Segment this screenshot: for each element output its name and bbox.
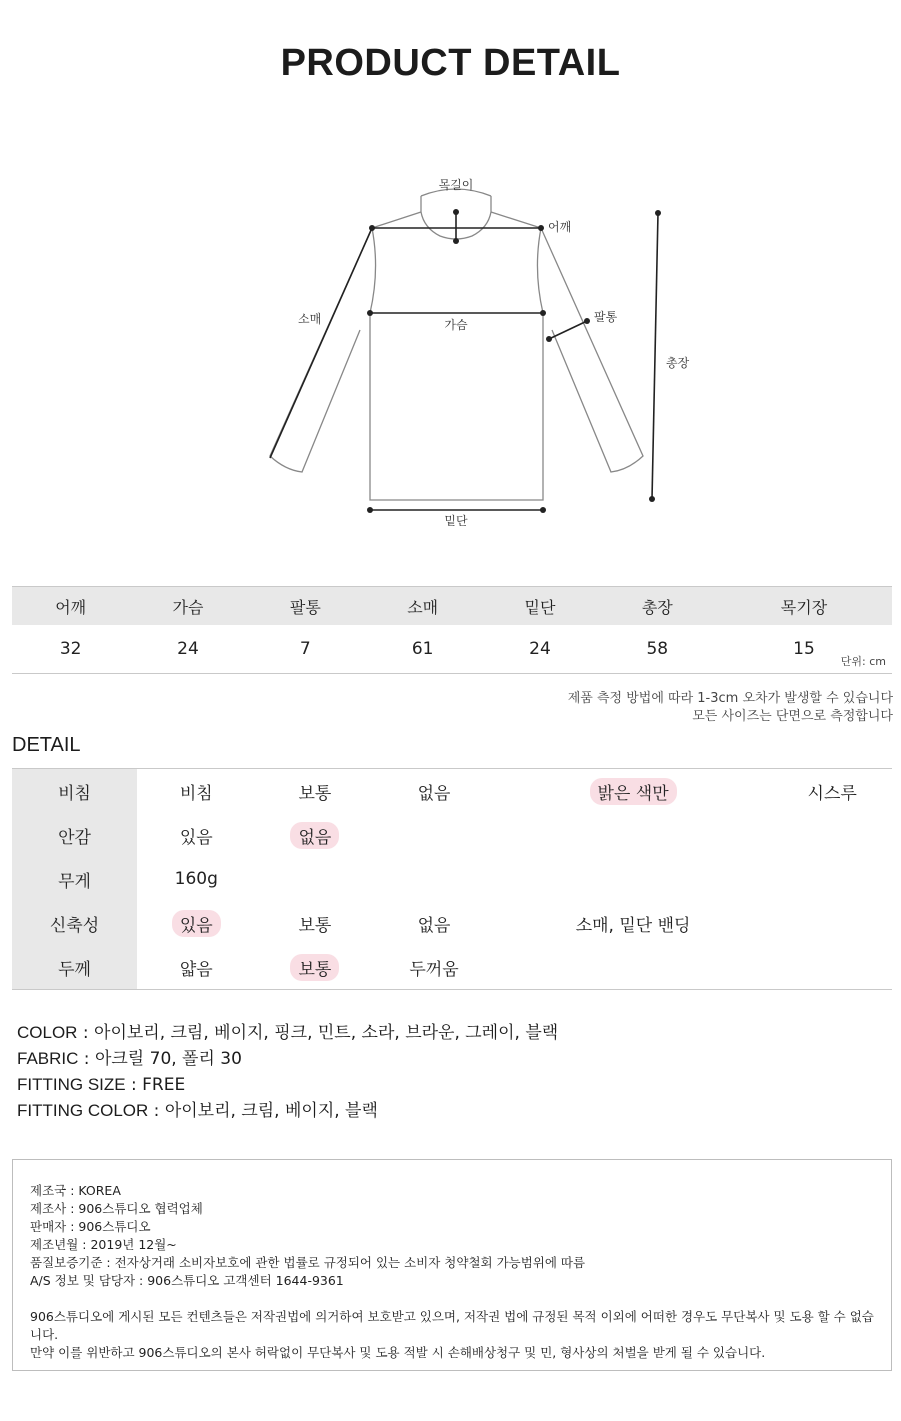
detail-heading: DETAIL [12, 734, 81, 756]
info-color: COLOR : 아이보리, 크림, 베이지, 핑크, 민트, 소라, 브라운, 그레이, 블랙 [17, 1023, 559, 1043]
detail-option: 얇음 [179, 959, 213, 980]
detail-option-selected: 있음 [172, 910, 221, 937]
label-arm: 팔통 [594, 310, 618, 324]
label-length: 총장 [666, 356, 690, 370]
detail-row [12, 857, 892, 901]
notice-box [12, 1159, 892, 1371]
notice-line: 제조년월 : 2019년 12월~ [30, 1237, 177, 1252]
detail-option-selected: 밝은 색만 [590, 778, 677, 805]
detail-row-label: 무게 [12, 857, 137, 901]
detail-option-cell [772, 901, 892, 945]
detail-row [12, 901, 892, 945]
section-note: 모든 사이즈는 단면으로 측정합니다 [692, 709, 893, 724]
value-length: 58 [599, 625, 716, 674]
unit-label: 단위: cm [840, 655, 886, 668]
detail-option-cell [256, 901, 375, 945]
page-title: PRODUCT DETAIL [280, 42, 621, 84]
detail-option-cell [494, 769, 773, 814]
detail-option: 없음 [417, 915, 451, 936]
label-hem: 밑단 [444, 514, 468, 528]
detail-option-cell [494, 945, 773, 990]
info-key: FITTING COLOR [17, 1101, 149, 1120]
value-neck-cell [716, 625, 892, 674]
value-shoulder: 32 [12, 625, 129, 674]
header-length: 총장 [599, 587, 716, 626]
detail-option-cell [137, 945, 256, 990]
detail-option-cell [374, 813, 494, 857]
detail-option-selected: 없음 [290, 822, 339, 849]
header-arm: 팔통 [247, 587, 364, 626]
detail-option: 소매, 밑단 밴딩 [575, 915, 691, 936]
detail-option: 비침 [179, 783, 213, 804]
label-shoulder: 어깨 [548, 220, 572, 234]
header-hem: 밑단 [481, 587, 598, 626]
detail-option: 보통 [298, 783, 332, 804]
label-chest: 가슴 [444, 318, 468, 332]
info-value: 아크릴 70, 폴리 30 [94, 1049, 242, 1069]
detail-option-cell [374, 945, 494, 990]
detail-option-cell [256, 945, 375, 990]
label-neck: 목길이 [438, 178, 474, 192]
detail-row-label: 안감 [12, 813, 137, 857]
copyright-line: 만약 이를 위반하고 906스튜디오의 본사 허락없이 무단복사 및 도용 적발 시 손해배상청구 및 민, 형사상의 처벌을 받게 될 수 있습니다. [30, 1345, 766, 1360]
detail-row [12, 945, 892, 990]
measure-note: 제품 측정 방법에 따라 1-3cm 오차가 발생할 수 있습니다 [567, 691, 893, 706]
detail-row [12, 769, 892, 814]
product-info [17, 1020, 558, 1124]
detail-option-cell [772, 813, 892, 857]
info-fitting-color: FITTING COLOR : 아이보리, 크림, 베이지, 블랙 [17, 1101, 378, 1121]
detail-row-label: 두께 [12, 945, 137, 990]
detail-option-cell [494, 857, 773, 901]
detail-option-cell [137, 857, 256, 901]
info-value: 아이보리, 크림, 베이지, 블랙 [164, 1101, 378, 1121]
detail-table [12, 768, 892, 990]
info-key: FITTING SIZE [17, 1075, 126, 1094]
detail-option-cell [374, 769, 494, 814]
detail-option: 두꺼움 [409, 959, 459, 980]
detail-option-cell [494, 901, 773, 945]
detail-option-cell [256, 857, 375, 901]
detail-option-cell [137, 813, 256, 857]
notice-line: A/S 정보 및 담당자 : 906스튜디오 고객센터 1644-9361 [30, 1273, 344, 1288]
detail-option-selected: 보통 [290, 954, 339, 981]
header-neck: 목기장 [716, 587, 892, 626]
detail-option-cell [772, 857, 892, 901]
detail-option-cell [494, 813, 773, 857]
length-measure-line [652, 213, 658, 499]
info-fabric: FABRIC : 아크릴 70, 폴리 30 [17, 1049, 242, 1069]
detail-option: 없음 [417, 783, 451, 804]
detail-option: 160g [174, 869, 218, 889]
detail-row [12, 813, 892, 857]
detail-option-cell [374, 901, 494, 945]
size-table [12, 586, 892, 674]
info-value: FREE [142, 1075, 186, 1095]
detail-option-cell [137, 769, 256, 814]
detail-option: 시스루 [807, 783, 857, 804]
value-sleeve: 61 [364, 625, 481, 674]
notice-line: 제조사 : 906스튜디오 협력업체 [30, 1201, 203, 1216]
notice-line: 판매자 : 906스튜디오 [30, 1219, 151, 1234]
sleeve-measure-line [270, 228, 372, 458]
size-table-row [12, 625, 892, 674]
value-hem: 24 [481, 625, 598, 674]
spacer [30, 1290, 874, 1308]
detail-row-label: 비침 [12, 769, 137, 814]
copyright-line: 906스튜디오에 게시된 모든 컨텐츠들은 저작권법에 의거하여 보호받고 있으며, 저작권 법에 규정된 목적 이외에 어떠한 경우도 무단복사 및 도용 할 수 없습니다. [30, 1309, 874, 1342]
detail-option: 있음 [179, 827, 213, 848]
detail-option-cell [772, 769, 892, 814]
detail-option-cell [256, 813, 375, 857]
header-chest: 가슴 [129, 587, 246, 626]
detail-row-label: 신축성 [12, 901, 137, 945]
info-key: COLOR [17, 1023, 78, 1042]
detail-option-cell [772, 945, 892, 990]
value-chest: 24 [129, 625, 246, 674]
notice-line: 제조국 : KOREA [30, 1183, 121, 1198]
garment-measurement-diagram [0, 160, 901, 540]
value-arm: 7 [247, 625, 364, 674]
header-sleeve: 소매 [364, 587, 481, 626]
value-neck: 15 [793, 639, 815, 659]
detail-option-cell [374, 857, 494, 901]
info-key: FABRIC [17, 1049, 79, 1068]
info-value: 아이보리, 크림, 베이지, 핑크, 민트, 소라, 브라운, 그레이, 블랙 [94, 1023, 559, 1043]
detail-option-cell [256, 769, 375, 814]
arm-measure-line [549, 321, 587, 339]
detail-option-cell [137, 901, 256, 945]
label-sleeve: 소매 [298, 312, 322, 326]
info-fitting-size: FITTING SIZE : FREE [17, 1075, 186, 1095]
detail-option: 보통 [298, 915, 332, 936]
notice-line: 품질보증기준 : 전자상거래 소비자보호에 관한 법률로 규정되어 있는 소비자 청약철회 가능범위에 따름 [30, 1255, 586, 1270]
measure-dots [367, 209, 661, 513]
size-table-header [12, 587, 892, 626]
header-shoulder: 어깨 [12, 587, 129, 626]
